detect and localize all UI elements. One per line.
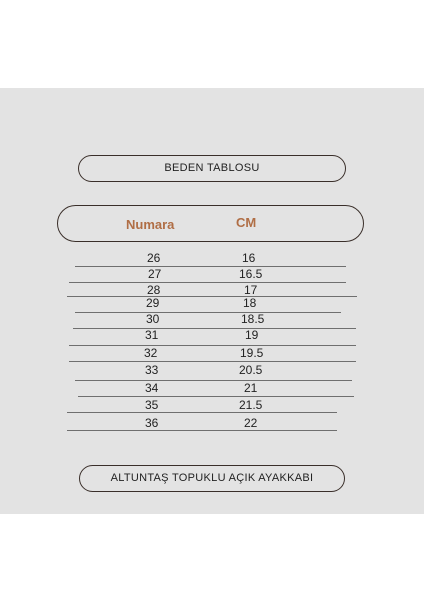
row-divider	[69, 282, 346, 283]
size-value: 28	[147, 283, 161, 297]
row-divider	[67, 430, 337, 431]
size-value: 30	[146, 312, 160, 326]
table-header	[57, 205, 364, 242]
row-divider	[67, 296, 357, 297]
size-column-header: Numara	[126, 217, 175, 232]
row-divider	[75, 380, 352, 381]
cm-value: 21.5	[239, 398, 263, 412]
cm-value: 21	[244, 381, 258, 395]
title-banner	[78, 155, 346, 182]
cm-value: 18.5	[241, 312, 265, 326]
product-name: ALTUNTAŞ TOPUKLU AÇIK AYAKKABI	[110, 472, 314, 484]
size-value: 33	[145, 363, 159, 377]
footer-banner	[79, 465, 345, 492]
row-divider	[67, 412, 337, 413]
size-value: 29	[146, 296, 160, 310]
row-divider	[69, 345, 356, 346]
chart-panel	[0, 88, 424, 514]
size-value: 27	[148, 267, 162, 281]
size-value: 35	[145, 398, 159, 412]
row-divider	[78, 396, 354, 397]
size-value: 36	[145, 416, 159, 430]
page-title: BEDEN TABLOSU	[164, 162, 260, 174]
size-value: 31	[145, 328, 159, 342]
cm-value: 19	[245, 328, 259, 342]
row-divider	[69, 361, 356, 362]
cm-value: 16	[242, 251, 256, 265]
cm-value: 17	[244, 283, 258, 297]
cm-value: 19.5	[240, 346, 264, 360]
row-divider	[75, 312, 341, 313]
size-value: 26	[147, 251, 161, 265]
size-value: 32	[144, 346, 158, 360]
row-divider	[73, 328, 356, 329]
cm-value: 18	[243, 296, 257, 310]
cm-value: 22	[244, 416, 258, 430]
cm-value: 16.5	[239, 267, 263, 281]
cm-value: 20.5	[239, 363, 263, 377]
size-value: 34	[145, 381, 159, 395]
cm-column-header: CM	[236, 215, 257, 230]
row-divider	[75, 266, 346, 267]
